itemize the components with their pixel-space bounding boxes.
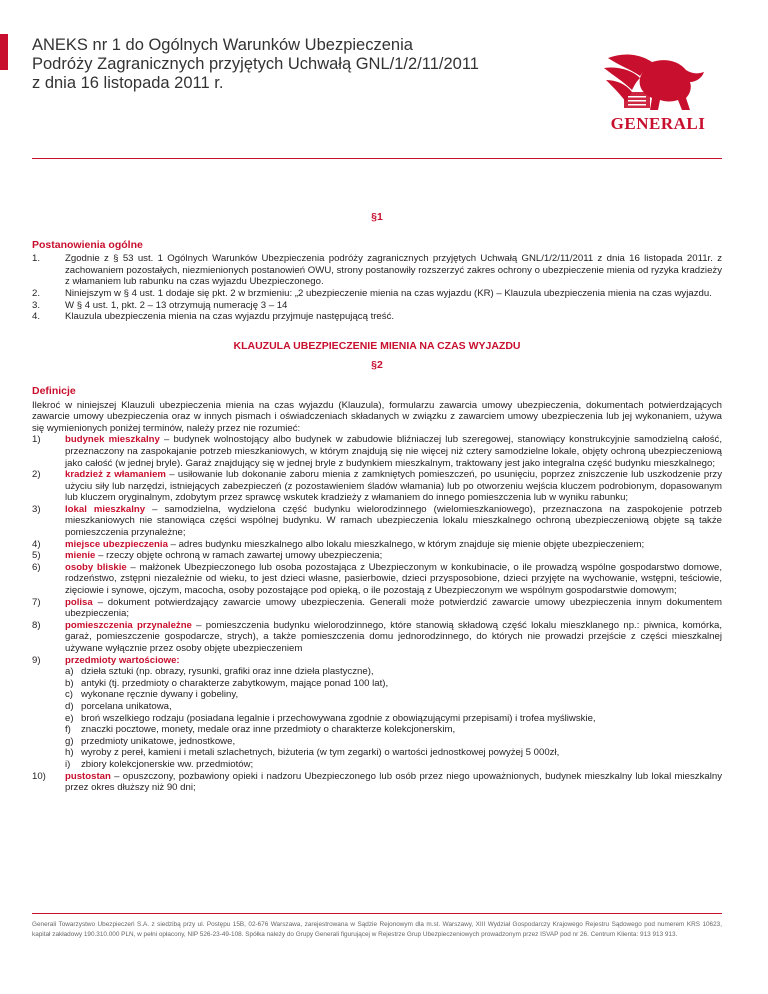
title-line: Podróży Zagranicznych przyjętych Uchwałą GNL/1/2/11/2011 <box>32 55 479 73</box>
definition-text <box>65 469 722 504</box>
item-text: Niniejszym w § 4 ust. 1 dodaje się pkt. 2 w brzmieniu: „2 ubezpieczenie mienia na czas wyjazdu (KR) – Klauzula ubezpieczenia mienia na czas wyjazdu. <box>65 287 712 299</box>
definition-text <box>65 597 722 620</box>
definition-term: polisa <box>65 596 93 608</box>
sublist-letter: d) <box>65 700 74 712</box>
paragraph-mark: §2 <box>371 359 383 372</box>
sublist-letter: c) <box>65 689 73 701</box>
item-number: 7) <box>32 596 41 608</box>
definition-term: pomieszczenia przynależne <box>65 619 192 631</box>
definition-body: – małżonek Ubezpieczonego lub osoba pozostająca z Ubezpieczonym w konkubinacie, o ile prowadzą wspólne gospodarstwo domowe, rodzeństwo, zstępni niezależnie od wieku, to jest dzieci własne, pasierbowie, dzieci przysposobione, dzieci przyjęte na wychowanie, wstępni, teściowie, zięciowie i synowe, ojczym, macocha, osoby pozostające pod opieką, o ile pozostają z Ubezpieczonym we wspólnym gospodarstwie domowym; <box>65 561 723 597</box>
definition-term: kradzież z włamaniem <box>65 469 166 481</box>
section-title: Postanowienia ogólne <box>32 238 143 251</box>
sublist-item <box>65 724 722 736</box>
item-text: Zgodnie z § 53 ust. 1 Ogólnych Warunków Ubezpieczenia podróży zagranicznych przyjętych Uchwałą GNL/1/2/11/2011 z dnia 16 listopada 2011r. z zachowaniem pozostałych, niezmienionych postanowień OWU, strony postanowiły rozszerzyć zakres ochrony o ubezpieczenie mienia od ryzyka kradzieży z włamaniem lub rabunku na czas wyjazdu Ubezpieczonego. <box>65 253 722 288</box>
definition-item <box>32 620 722 655</box>
definition-item <box>32 597 722 620</box>
item-number: 8) <box>32 619 41 631</box>
item-number: 5) <box>32 550 41 562</box>
document-body <box>32 212 722 794</box>
footer-divider <box>32 913 722 914</box>
definition-body: – pomieszczenia budynku wielorodzinnego, które stanowią składową część lokalu mieszklanego np.: piwnica, komórka, garaż, pomieszczenie gospodarcze, strych), a także pomieszczenia domu jednorodzinnego, do których nie prowadzi przejście z części mieszkalnej używane wyłącznie przez osoby objęte ubezpieczeniem <box>65 619 723 654</box>
paragraph-mark: §1 <box>371 211 383 223</box>
definition-body: – adres budynku mieszkalnego albo lokalu mieszkalnego, w którym znajduje się mienie objęte ubezpieczeniem; <box>167 538 645 550</box>
sublist-letter: b) <box>65 677 74 689</box>
definitions-intro: Ilekroć w niniejszej Klauzuli ubezpieczenia mienia na czas wyjazdu (Klauzula), formularzu zawarcia umowy ubezpieczenia, dokumentach potwierdzających zawarcie umowy ubezpieczenia oraz w innych pismach i oświadczeniach składanych w związku z zawarciem umowy ubezpieczenia lub jej wykonaniem, używa się wymienionych poniżej terminów, należy przez nie rozumieć: <box>32 399 722 434</box>
logo-wordmark: GENERALI <box>610 114 706 133</box>
sublist-text: dzieła sztuki (np. obrazy, rysunki, grafiki oraz inne dzieła plastyczne), <box>81 666 374 678</box>
definition-term: lokal mieszkalny <box>65 503 146 515</box>
sublist-text: antyki (tj. przedmioty o charakterze zabytkowym, mające ponad 100 lat), <box>81 677 389 689</box>
list-item <box>32 311 722 323</box>
sublist-text: wyroby z pereł, kamieni i metali szlachetnych, biżuteria (w tym zegarki) o wartości jednostkowej powyżej 5 000zł, <box>81 747 560 759</box>
item-number: 6) <box>32 561 41 573</box>
winged-lion-icon <box>594 48 722 116</box>
sublist-letter: g) <box>65 735 74 747</box>
item-text: Klauzula ubezpieczenia mienia na czas wyjazdu przyjmuje następującą treść. <box>65 311 395 323</box>
item-text: W § 4 ust. 1, pkt. 2 – 13 otrzymują numerację 3 – 14 <box>65 299 288 311</box>
sublist-text: zbiory kolekcjonerskie ww. przedmiotów; <box>81 758 254 770</box>
definition-body: – rzeczy objęte ochroną w ramach zawartej umowy ubezpieczenia; <box>95 550 383 562</box>
title-line: ANEKS nr 1 do Ogólnych Warunków Ubezpieczenia <box>32 36 413 54</box>
sublist-text: wykonane ręcznie dywany i gobeliny, <box>81 689 239 701</box>
definition-text <box>65 434 722 469</box>
item-number: 3. <box>32 299 41 311</box>
sublist-text: przedmioty unikatowe, jednostkowe, <box>81 735 236 747</box>
item-number: 1. <box>32 253 41 265</box>
definition-body: – samodzielna, wydzielona część budynku wielorodzinnego (wielomieszkaniowego), przeznaczona na zaspokojenie potrzeb mieszkaniowych nie stanowiąca części wspólnej budynku. W ramach ubezpieczenia lokalu mieszkalnego ochroną ubezpieczeniową objęte są także pomieszczenia przynależne; <box>65 503 722 539</box>
list-item <box>32 288 722 300</box>
sublist-text: znaczki pocztowe, monety, medale oraz inne przedmioty o charakterze kolekcjonerskim, <box>81 724 456 736</box>
header-divider <box>32 158 722 159</box>
item-number: 4. <box>32 311 41 323</box>
sublist-item <box>65 747 722 759</box>
definition-item <box>32 655 722 771</box>
definition-item <box>32 469 722 504</box>
list-item <box>32 300 722 312</box>
sublist-letter: a) <box>65 666 74 678</box>
document-title <box>32 36 502 93</box>
company-footer: Generali Towarzystwo Ubezpieczeń S.A. z siedzibą przy ul. Postępu 15B, 02-676 Warszawa, zarejestrowana w Sądzie Rejonowym dla m.st. Warszawy, XIII Wydział Gospodarczy Krajowego Rejestru Sądowego pod numerem KRS 10623, kapitał zakładowy 190.310.000 PLN, w pełni opłacony, NIP 526-23-49-108. Spółka należy do Grupy Generali figurującej w Rejestrze Grup Ubezpieczeniowych prowadzonym przez ISVAP pod nr 26. Centrum Klienta: 913 913 913. <box>32 921 722 938</box>
sublist-item <box>65 736 722 748</box>
sublist-item <box>65 713 722 725</box>
item-number: 2) <box>32 469 41 481</box>
sublist-letter: h) <box>65 747 74 759</box>
section-title: Definicje <box>32 384 76 397</box>
definition-text <box>65 655 722 771</box>
definition-term: osoby bliskie <box>65 561 127 573</box>
sublist-item <box>65 678 722 690</box>
definition-item <box>32 562 722 597</box>
definition-text <box>65 771 722 794</box>
definition-item <box>32 539 722 551</box>
definition-text <box>65 539 722 551</box>
item-number: 3) <box>32 503 41 515</box>
definition-term: pustostan <box>65 770 111 782</box>
sublist-letter: i) <box>65 758 71 770</box>
definitions-list <box>32 434 722 793</box>
item-number: 10) <box>32 770 46 782</box>
sublist-text: broń wszelkiego rodzaju (posiadana legalnie i przechowywana zgodnie z obowiązującymi przepisami) i trofea myśliwskie, <box>81 712 596 724</box>
definition-body: – usiłowanie lub dokonanie zaboru mienia z zamkniętych pomieszczeń, po usunięciu, poprzez zniszczenie lub uszkodzenie przy użyciu siły lub narzędzi, istniejących zabezpieczeń (z pozostawieniem śladów włamania) lub po otworzeniu wejścia kluczem podrobionym, dopasowanym lub kluczem oryginalnym, zdobytym przez sprawcę wskutek kradzieży z włamaniem do innego pomieszczenia lub w wyniku rabunku; <box>65 469 723 504</box>
definition-item <box>32 504 722 539</box>
definition-text <box>65 620 722 655</box>
definition-text <box>65 562 722 597</box>
generali-logo <box>594 48 722 134</box>
sublist-item <box>65 666 722 678</box>
definition-body: – opuszczony, pozbawiony opieki i nadzoru Ubezpieczonego lub osób przez niego upoważnionych, budynek mieszkalny lub lokal mieszkalny przez okres dłuższy niż 90 dni; <box>65 770 722 794</box>
definition-term: przedmioty wartościowe: <box>65 654 180 666</box>
item-number: 2. <box>32 287 41 299</box>
definition-body: – dokument potwierdzający zawarcie umowy ubezpieczenia. Generali może potwierdzić zawarcie umowy ubezpieczenia innym dokumentem ubezpieczenia; <box>65 596 722 620</box>
definition-item <box>32 771 722 794</box>
sublist-item <box>65 701 722 713</box>
item-number: 9) <box>32 654 41 666</box>
definition-term: miejsce ubezpieczenia <box>65 538 168 550</box>
sublist-text: porcelana unikatowa, <box>81 700 172 712</box>
sublist-letter: e) <box>65 712 74 724</box>
definition-term: budynek mieszkalny <box>65 434 160 446</box>
title-line: z dnia 16 listopada 2011 r. <box>32 74 224 92</box>
definition-body: – budynek wolnostojący albo budynek w zabudowie bliźniaczej lub szeregowej, stanowiący konstrukcyjnie samodzielną całość, przeznaczony na zaspokajanie potrzeb mieszkaniowych, w którym znajdują się nie więcej niż cztery samodzielne lokale, objęty ochroną ubezpieczeniową jako całość (w jednej bryle). Garaż znajdujący się w jednej bryle z budynkiem mieszkalnym, traktowany jest jako integralna część budynku mieszkalnego; <box>65 434 722 469</box>
definition-item <box>32 550 722 562</box>
item-number: 4) <box>32 538 41 550</box>
sublist-letter: f) <box>65 724 71 736</box>
list-item <box>32 253 722 288</box>
valuables-sublist <box>65 666 722 770</box>
corner-accent-mark <box>0 34 8 70</box>
definition-text <box>65 550 722 562</box>
definition-text <box>65 504 722 539</box>
general-provisions-list <box>32 253 722 323</box>
sublist-item <box>65 689 722 701</box>
sublist-item <box>65 759 722 771</box>
item-number: 1) <box>32 434 41 446</box>
clause-heading: KLAUZULA UBEZPIECZENIE MIENIA NA CZAS WYJAZDU <box>233 339 521 352</box>
definition-term: mienie <box>65 550 96 562</box>
definition-item <box>32 434 722 469</box>
